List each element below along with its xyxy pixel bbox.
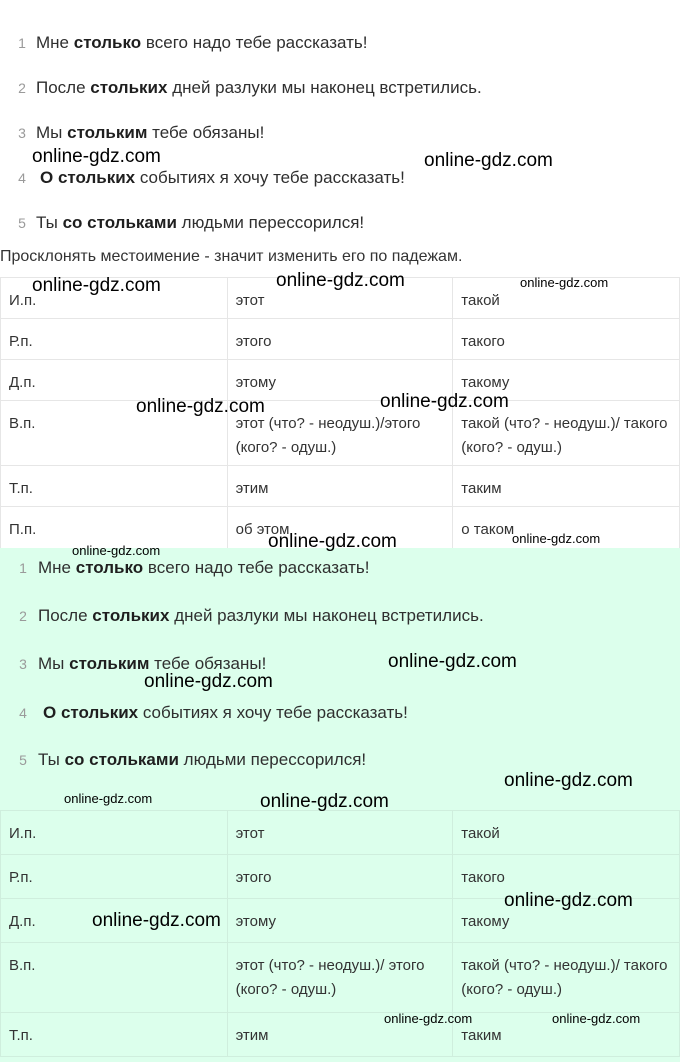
- highlighted-pronoun: со стольками: [64, 750, 179, 769]
- sentence-number: 3: [19, 656, 27, 672]
- highlighted-pronoun: стольких: [92, 606, 170, 625]
- sentence-number: 3: [18, 125, 26, 141]
- sentence-item: 4 О стольких событиях я хочу тебе рассказать!: [0, 701, 680, 725]
- watermark: online-gdz.com: [380, 391, 509, 412]
- etot-form-cell: этому: [227, 360, 453, 401]
- watermark: online-gdz.com: [424, 150, 553, 171]
- takoy-form-cell: такому: [453, 360, 680, 401]
- takoy-form-cell: такой (что? - неодуш.)/ такого (кого? - одуш.): [453, 401, 680, 466]
- sentence-number: 2: [19, 608, 27, 624]
- watermark: online-gdz.com: [32, 275, 161, 296]
- sentence-item: 3 Мы стольким тебе обязаны!: [0, 121, 680, 145]
- watermark: online-gdz.com: [504, 770, 633, 791]
- etot-form-cell: этот (что? - неодуш.)/этого (кого? - одуш.): [227, 401, 453, 466]
- case-cell: И.п.: [1, 811, 228, 855]
- takoy-form-cell: такому: [453, 899, 680, 943]
- declension-table: [0, 277, 680, 549]
- highlighted-pronoun: О стольких: [43, 703, 139, 722]
- case-cell: Д.п.: [1, 899, 228, 943]
- watermark: online-gdz.com: [92, 910, 221, 931]
- highlighted-pronoun: столько: [75, 558, 144, 577]
- case-cell: П.п.: [1, 507, 228, 549]
- etot-form-cell: этому: [227, 899, 453, 943]
- watermark: online-gdz.com: [512, 531, 601, 546]
- highlighted-pronoun: О стольких: [40, 168, 136, 187]
- sentence-number: 2: [18, 80, 26, 96]
- case-cell: Р.п.: [1, 855, 228, 899]
- case-cell: В.п.: [1, 401, 228, 466]
- case-cell: Т.п.: [1, 466, 228, 507]
- table-row: [1, 360, 680, 401]
- sentence-number: 4: [19, 705, 27, 721]
- etot-form-cell: этим: [227, 1013, 453, 1057]
- highlighted-pronoun: стольких: [90, 78, 168, 97]
- highlighted-pronoun: столько: [73, 33, 142, 52]
- takoy-form-cell: такого: [453, 319, 680, 360]
- watermark: online-gdz.com: [260, 791, 389, 812]
- highlighted-pronoun: стольким: [69, 654, 150, 673]
- case-cell: Д.п.: [1, 360, 228, 401]
- case-cell: Р.п.: [1, 319, 228, 360]
- watermark: online-gdz.com: [384, 1011, 473, 1026]
- watermark: online-gdz.com: [32, 146, 161, 167]
- etot-form-cell: этого: [227, 855, 453, 899]
- watermark: online-gdz.com: [64, 791, 153, 806]
- takoy-form-cell: такой (что? - неодуш.)/ такого (кого? - одуш.): [453, 943, 680, 1013]
- watermark: online-gdz.com: [268, 531, 397, 552]
- watermark: online-gdz.com: [388, 651, 517, 672]
- highlighted-pronoun: со стольками: [62, 213, 177, 232]
- etot-form-cell: этот: [227, 278, 453, 319]
- watermark: online-gdz.com: [136, 396, 265, 417]
- sentence-number: 4: [18, 170, 26, 186]
- table-row: [1, 319, 680, 360]
- table-row: [1, 811, 680, 855]
- etot-form-cell: этот (что? - неодуш.)/ этого (кого? - одуш.): [227, 943, 453, 1013]
- etot-form-cell: этот: [227, 811, 453, 855]
- takoy-form-cell: о таком: [453, 507, 680, 549]
- takoy-form-cell: такой: [453, 811, 680, 855]
- etot-form-cell: этого: [227, 319, 453, 360]
- rule-text: Просклонять местоимение - значит изменить его по падежам.: [0, 248, 463, 265]
- watermark: online-gdz.com: [72, 543, 161, 558]
- case-cell: Т.п.: [1, 1013, 228, 1057]
- etot-form-cell: об этом: [227, 507, 453, 549]
- sentence-number: 5: [19, 752, 27, 768]
- sentence-item: 4 О стольких событиях я хочу тебе рассказать!: [0, 166, 680, 190]
- case-cell: В.п.: [1, 943, 228, 1013]
- takoy-form-cell: таким: [453, 466, 680, 507]
- sentence-item: 5 Ты со стольками людьми перессорился!: [0, 748, 680, 772]
- sentence-item: 1 Мне столько всего надо тебе рассказать!: [0, 556, 680, 580]
- sentence-number: 1: [19, 560, 27, 576]
- sentence-number: 5: [18, 215, 26, 231]
- watermark: online-gdz.com: [144, 671, 273, 692]
- case-cell: И.п.: [1, 278, 228, 319]
- sentence-item: 5 Ты со стольками людьми перессорился!: [0, 211, 680, 235]
- sentence-number: 1: [18, 35, 26, 51]
- sentence-item: 2 После стольких дней разлуки мы наконец встретились.: [0, 76, 680, 100]
- sentence-item: 1 Мне столько всего надо тебе рассказать!: [0, 31, 680, 55]
- sentence-item: 3 Мы стольким тебе обязаны!: [0, 652, 680, 676]
- takoy-form-cell: такой: [453, 278, 680, 319]
- table-row: [1, 401, 680, 466]
- etot-form-cell: этим: [227, 466, 453, 507]
- sentence-item: 2 После стольких дней разлуки мы наконец встретились.: [0, 604, 680, 628]
- table-row: [1, 466, 680, 507]
- takoy-form-cell: такого: [453, 855, 680, 899]
- table-row: [1, 943, 680, 1013]
- watermark: online-gdz.com: [504, 890, 633, 911]
- watermark: online-gdz.com: [520, 275, 609, 290]
- takoy-form-cell: таким: [453, 1013, 680, 1057]
- watermark: online-gdz.com: [276, 270, 405, 291]
- highlighted-pronoun: стольким: [67, 123, 148, 142]
- watermark: online-gdz.com: [552, 1011, 641, 1026]
